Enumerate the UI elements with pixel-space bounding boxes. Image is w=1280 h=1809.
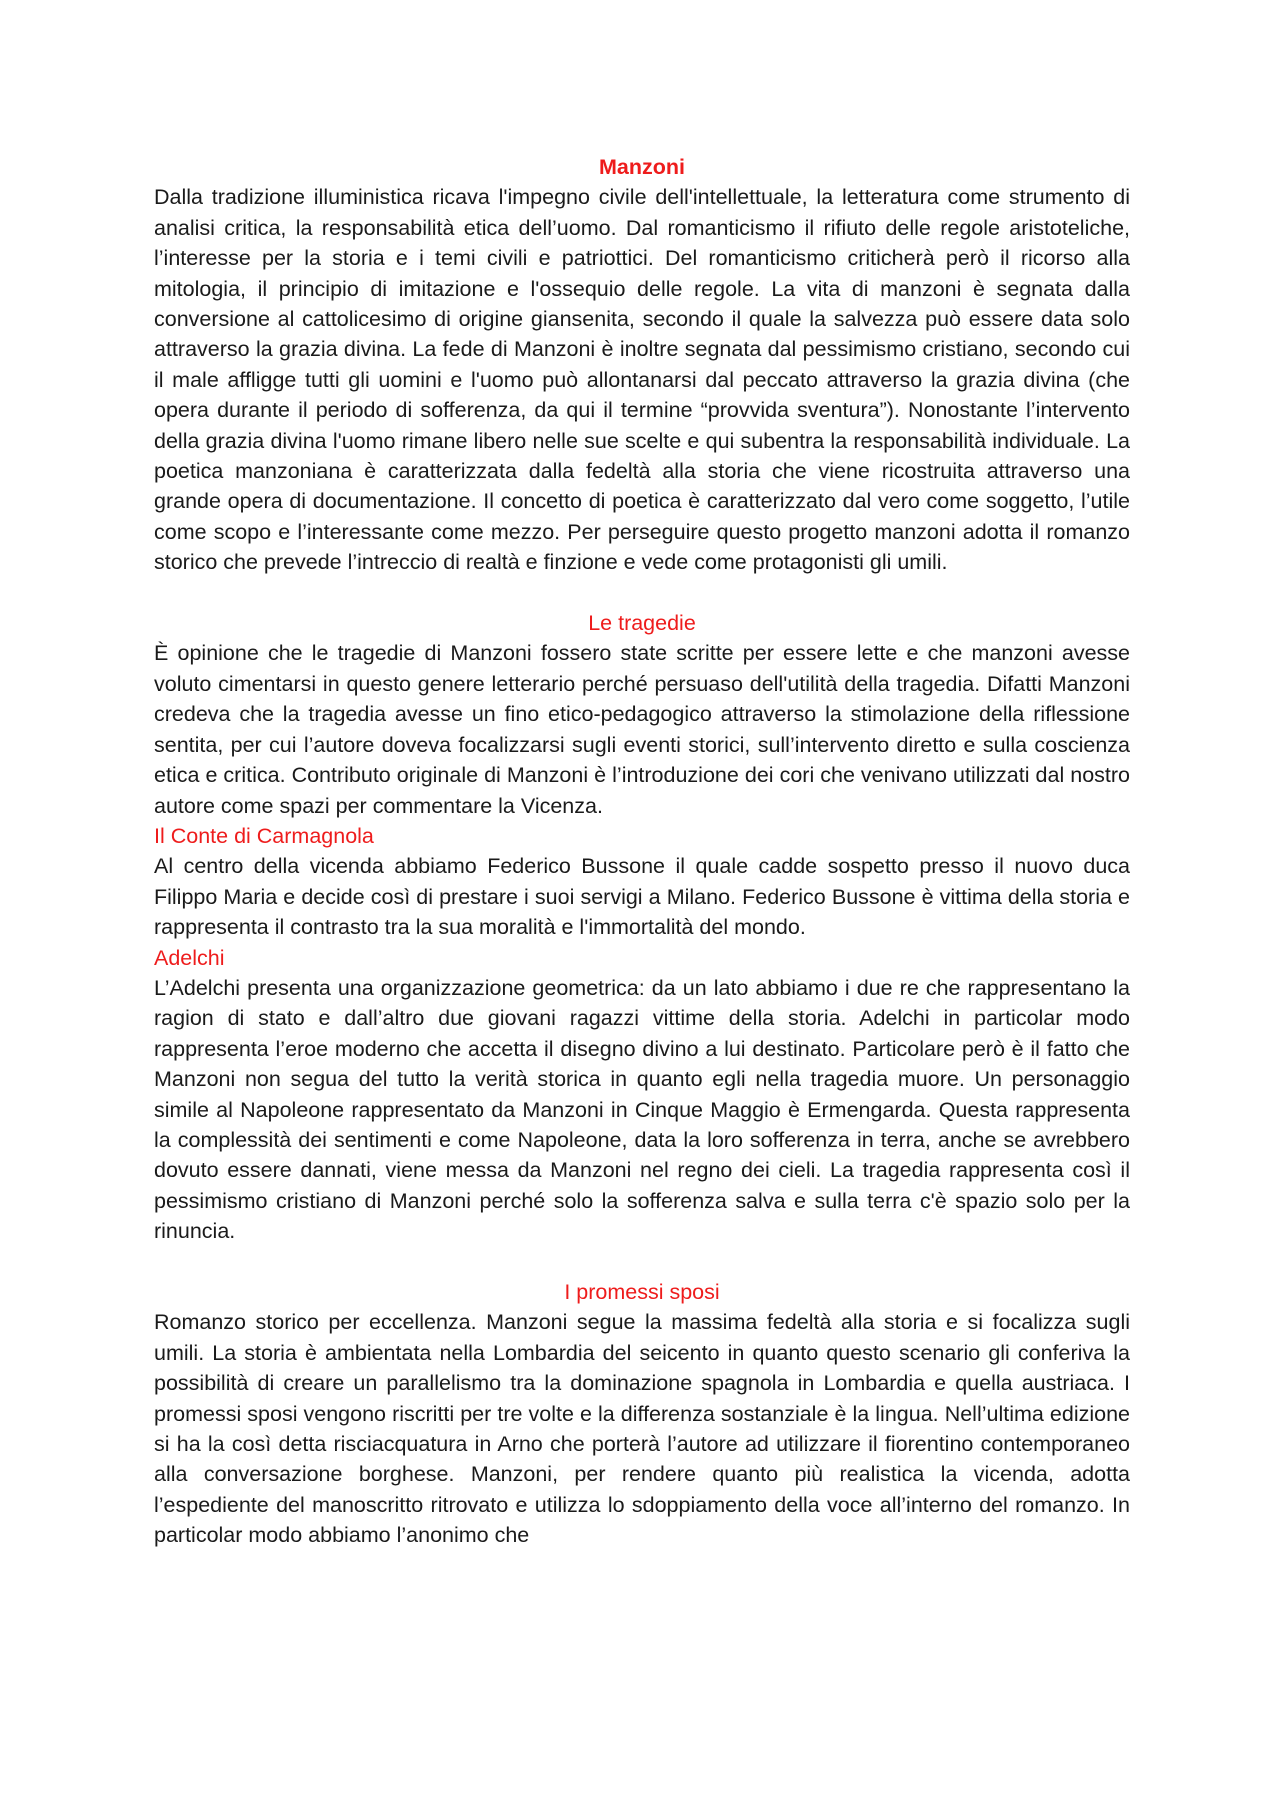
section-spacer bbox=[154, 578, 1130, 608]
promessi-sposi-heading: I promessi sposi bbox=[564, 1280, 720, 1304]
page-title: Manzoni bbox=[599, 155, 685, 179]
document-page bbox=[154, 152, 1130, 1551]
section-spacer bbox=[154, 1247, 1130, 1277]
tragedie-paragraph: È opinione che le tragedie di Manzoni fossero state scritte per essere lette e che manzoni avesse voluto cimentarsi in questo genere letterario perché persuaso dell'utilità della tragedia. Difatti Manzoni credeva che la tragedia avesse un fino etico-pedagogico attraverso la stimolazione della riflessione sentita, per cui l’autore doveva focalizzarsi sugli eventi storici, sull’intervento diretto e sulla coscienza etica e critica. Contributo originale di Manzoni è l’introduzione dei cori che venivano utilizzati dal nostro autore come spazi per commentare la Vicenza. bbox=[154, 641, 1130, 818]
adelchi-paragraph: L’Adelchi presenta una organizzazione geometrica: da un lato abbiamo i due re che rappresentano la ragion di stato e dall’altro due giovani ragazzi vittime della storia. Adelchi in particolar modo rappresenta l’eroe moderno che accetta il disegno divino a lui destinato. Particolare però è il fatto che Manzoni non segua del tutto la verità storica in quanto egli nella tragedia muore. Un personaggio simile al Napoleone rappresentato da Manzoni in Cinque Maggio è Ermengarda. Questa rappresenta la complessità dei sentimenti e come Napoleone, data la loro sofferenza in terra, anche se avrebbero dovuto essere dannati, viene messa da Manzoni nel regno dei cieli. La tragedia rappresenta così il pessimismo cristiano di Manzoni perché solo la sofferenza salva e sulla terra c'è spazio solo per la rinuncia. bbox=[154, 975, 1130, 1244]
intro-paragraph: Dalla tradizione illuministica ricava l'impegno civile dell'intellettuale, la letteratura come strumento di analisi critica, la responsabilità etica dell’uomo. Dal romanticismo il rifiuto delle regole aristoteliche, l’interesse per la storia e i temi civili e patriottici. Del romanticismo criticherà però il ricorso alla mitologia, il principio di imitazione e l'ossequio delle regole. La vita di manzoni è segnata dalla conversione al cattolicesimo di origine giansenita, secondo il quale la salvezza può essere data solo attraverso la grazia divina. La fede di Manzoni è inoltre segnata dal pessimismo cristiano, secondo cui il male affligge tutti gli uomini e l'uomo può allontanarsi dal peccato attraverso la grazia divina (che opera durante il periodo di sofferenza, da qui il termine “provvida sventura”). Nonostante l’intervento della grazia divina l'uomo rimane libero nelle sue scelte e qui subentra la responsabilità individuale. La poetica manzoniana è caratterizzata dalla fedeltà alla storia che viene ricostruita attraverso una grande opera di documentazione. Il concetto di poetica è caratterizzato dal vero come soggetto, l’utile come scopo e l’interessante come mezzo. Per perseguire questo progetto manzoni adotta il romanzo storico che prevede l’intreccio di realtà e finzione e vede come protagonisti gli umili. bbox=[154, 185, 1130, 575]
promessi-sposi-paragraph: Romanzo storico per eccellenza. Manzoni segue la massima fedeltà alla storia e si focalizza sugli umili. La storia è ambientata nella Lombardia del seicento in quanto questo scenario gli conferiva la possibilità di creare un parallelismo tra la dominazione spagnola in Lombardia e quella austriaca. I promessi sposi vengono riscritti per tre volte e la differenza sostanziale è la lingua. Nell’ultima edizione si ha la così detta risciacquatura in Arno che porterà l’autore ad utilizzare il fiorentino contemporaneo alla conversazione borghese. Manzoni, per rendere quanto più realistica la vicenda, adotta l’espediente del manoscritto ritrovato e utilizza lo sdoppiamento della voce all’interno del romanzo. In particolar modo abbiamo l’anonimo che bbox=[154, 1310, 1130, 1548]
adelchi-heading: Adelchi bbox=[154, 945, 225, 970]
carmagnola-heading: Il Conte di Carmagnola bbox=[154, 823, 374, 848]
tragedie-heading: Le tragedie bbox=[588, 611, 696, 636]
carmagnola-paragraph: Al centro della vicenda abbiamo Federico Bussone il quale cadde sospetto presso il nuovo duca Filippo Maria e decide così di prestare i suoi servigi a Milano. Federico Bussone è vittima della storia e rappresenta il contrasto tra la sua moralità e l'immortalità del mondo. bbox=[154, 854, 1130, 940]
